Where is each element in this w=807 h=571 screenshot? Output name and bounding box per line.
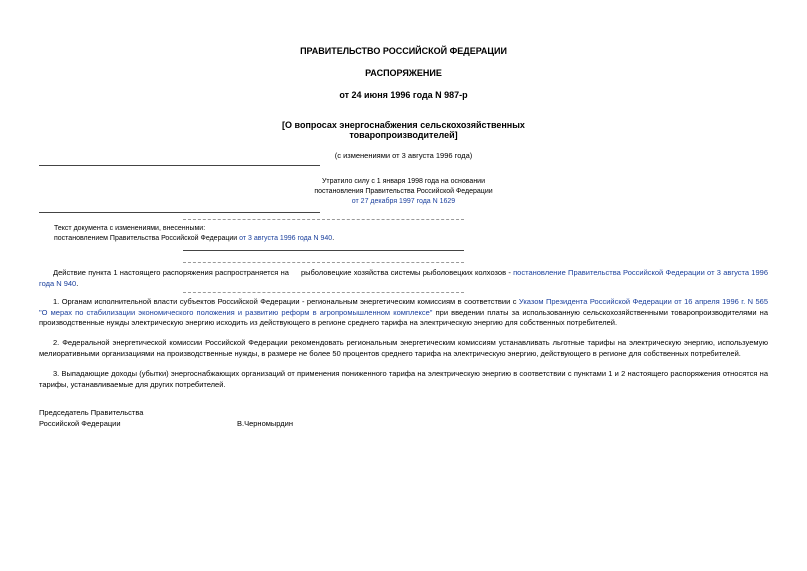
changes-note: (с изменениями от 3 августа 1996 года) <box>334 151 473 160</box>
applicability-text-b: рыболовецкие хозяйства системы рыболовецких колхозов - <box>300 268 514 277</box>
document-title-line1: [О вопросах энергоснабжения сельскохозяйственных <box>282 120 525 130</box>
paragraph-3 <box>39 369 768 390</box>
paragraph-1-text-b: при введении платы за использованную сельскохозяйственными товаропроизводителями на производственные нужды электрическую энергию исходить из действующего в регионе среднего тарифа на электрическую энергию для собственных потребителей. <box>39 307 768 327</box>
applicability-note <box>39 268 768 289</box>
paragraph-2 <box>39 338 768 359</box>
invalid-note-link[interactable]: от 27 декабря 1997 года N 1629 <box>351 198 456 205</box>
amend-note-line1: Текст документа с изменениями, внесенными: <box>54 225 206 232</box>
amend-note-text: постановлением Правительства Российской Федерации <box>54 235 240 242</box>
signature-position-line1: Председатель Правительства <box>39 408 144 417</box>
document-type: РАСПОРЯЖЕНИЕ <box>365 68 442 78</box>
invalid-note-line2: постановления Правительства Российской Федерации <box>314 188 493 195</box>
amend-note-end: . <box>332 235 335 242</box>
dashed-separator <box>183 262 464 263</box>
government-title: ПРАВИТЕЛЬСТВО РОССИЙСКОЙ ФЕДЕРАЦИИ <box>300 46 507 56</box>
document-title-line2: товаропроизводителей] <box>349 130 458 140</box>
signature-position-line2: Российской Федерации <box>39 419 121 428</box>
dashed-separator <box>183 219 464 220</box>
applicability-end: . <box>76 278 79 288</box>
signature-name: В.Черномырдин <box>237 419 293 428</box>
paragraph-2-text: 2. Федеральной энергетической комиссии Российской Федерации рекомендовать региональным энергетическим комиссиям устанавливать льготные тарифы на электрическую энергию, используемую мелиоративными организациями на производственные нужды, в размере не более 50 процентов среднего тарифа на электрическую энергию, действующего в регионе для собственных потребителей. <box>39 338 768 358</box>
separator-line <box>39 165 320 166</box>
invalid-note-line1: Утратило силу с 1 января 1998 года на основании <box>321 178 486 185</box>
applicability-text-a: Действие пункта 1 настоящего распоряжения распространяется на <box>53 268 289 277</box>
paragraph-3-text: 3. Выпадающие доходы (убытки) энергоснабжающих организаций от применения пониженного тарифа на электрическую энергию в соответствии с пунктами 1 и 2 настоящего распоряжения относятся на тарифы, устанавливаемые для других потребителей. <box>39 369 768 389</box>
paragraph-1 <box>39 297 768 329</box>
document-date: от 24 июня 1996 года N 987-р <box>339 90 468 100</box>
paragraph-1-text-a: 1. Органам исполнительной власти субъектов Российской Федерации - региональным энергетическим комиссиям в соответствии с <box>53 297 519 306</box>
amend-note-line2 <box>54 235 334 242</box>
amend-note-link[interactable]: от 3 августа 1996 года N 940 <box>239 235 333 242</box>
separator-line <box>39 212 320 213</box>
dashed-separator <box>183 292 464 293</box>
paragraph-1-link[interactable]: Указом Президента Российской Федерации от 16 апреля 1996 г. N 565 "О мерах по стабилизации экономического положения и развитию реформ в агропромышленном комплексе" <box>39 297 768 317</box>
applicability-link[interactable]: постановление Правительства Российской Федерации от 3 августа 1996 года N 940 <box>39 268 768 288</box>
separator-line <box>183 250 464 251</box>
